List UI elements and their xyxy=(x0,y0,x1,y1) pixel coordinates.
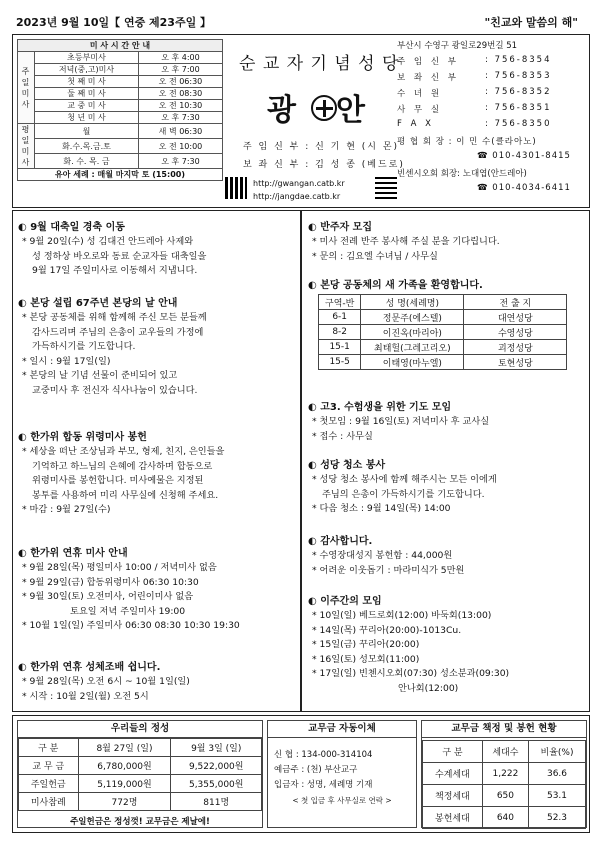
table-cell: 이진옥(마리아) xyxy=(361,325,464,340)
phone-label: 사 무 실 xyxy=(397,105,443,115)
parish-name: 순 교 자 기 념 성 당 xyxy=(239,54,400,74)
table-header: 성 명(세례명) xyxy=(361,295,464,310)
weekday-mass-label: 평 일 미 사 xyxy=(18,124,35,169)
mass-name: 화. 수. 목. 금 xyxy=(35,154,139,169)
notice-line: * 본당의 날 기념 선물이 준비되어 있고 xyxy=(22,370,178,381)
table-row xyxy=(319,340,567,355)
phone-row xyxy=(393,71,588,87)
table-cell: 53.1 xyxy=(528,785,585,807)
address-row xyxy=(393,39,588,55)
notice-title: ◐ 감사합니다. xyxy=(308,532,590,547)
mass-time: 새 벽 06:30 xyxy=(138,124,222,139)
council-president: 평 협 회 장 : 이 민 수(클라아노) xyxy=(397,137,537,147)
notice-line: * 10일(일) 베드로회(12:00) 바둑회(13:00) xyxy=(312,610,492,621)
notice-line: 교중미사 후 전신자 식사나눔이 있습니다. xyxy=(32,384,198,396)
notice-line: 감사드리며 주님의 은총이 교우들의 가정에 xyxy=(32,326,204,338)
table-row xyxy=(19,775,262,793)
notice-line: * 첫모임 : 9월 16일(토) 저녁미사 후 교사실 xyxy=(312,416,490,427)
mass-name: 화.수.목.금.토 xyxy=(35,139,139,154)
vincent-president: 빈센시오회 회장: 노대엽(안드레아) xyxy=(397,169,527,179)
qr-code-icon xyxy=(225,177,247,199)
table-cell: 6-1 xyxy=(319,310,361,325)
table-row xyxy=(423,763,586,785)
phone-label: 주 임 신 부 xyxy=(397,57,459,67)
auto-transfer-title: 교무금 자동이체 xyxy=(268,721,416,738)
contribution-stats-box xyxy=(421,720,587,828)
notice-line: * 어려운 이웃돕기 : 마라미식가 5만원 xyxy=(312,564,465,576)
table-cell: 책정세대 xyxy=(423,785,483,807)
parish-center xyxy=(225,35,405,207)
table-cell: 주일헌금 xyxy=(19,775,79,793)
notice-line: * 문의 : 김요엘 수녀님 / 사무실 xyxy=(312,250,438,262)
offering-title: 우리들의 정성 xyxy=(18,721,262,738)
table-row xyxy=(423,807,586,829)
notice-title: ◐ 고3. 수험생을 위한 기도 모임 xyxy=(308,398,590,413)
offering-box xyxy=(17,720,263,828)
table-cell: 640 xyxy=(482,807,528,829)
pastor: 주 임 신 부 : 신 기 현 (시 몬) xyxy=(243,142,400,152)
assistant-pastor: 보 좌 신 부 : 김 성 종 (베드로) xyxy=(243,160,405,170)
notice-line: * 일시 : 9월 17일(일) xyxy=(22,355,111,367)
notice-title: ◐ 성당 청소 봉사 xyxy=(308,456,590,471)
table-cell: 9,522,000원 xyxy=(171,757,262,775)
table-cell: 수영성당 xyxy=(464,325,567,340)
table-header: 비율(%) xyxy=(528,741,585,763)
mass-name: 저녁(중,고)미사 xyxy=(35,64,139,76)
motto: "친교와 말씀의 해" xyxy=(484,16,578,29)
address: 부산시 수영구 광일로29번길 51 xyxy=(397,41,518,51)
phone-row xyxy=(393,55,588,71)
table-row xyxy=(319,310,567,325)
notice-organist xyxy=(308,218,590,264)
table-cell: 5,119,000원 xyxy=(78,775,171,793)
phone-value: : 756-8354 xyxy=(485,55,552,65)
notice-line: * 9월 29일(금) 합동위령미사 06:30 10:30 xyxy=(22,576,199,588)
notice-memorial-mass xyxy=(18,428,300,518)
notice-line: * 세상을 떠난 조상님과 부모, 형제, 친지, 은인들을 xyxy=(22,446,225,457)
table-row xyxy=(19,793,262,811)
mass-time: 오 후 7:30 xyxy=(138,112,222,124)
phone-value: : 756-8352 xyxy=(485,87,552,97)
table-row xyxy=(319,325,567,340)
right-column xyxy=(302,210,590,710)
mass-time: 오 후 7:00 xyxy=(138,64,222,76)
table-cell: 6,780,000원 xyxy=(78,757,171,775)
table-header: 8월 27일 (일) xyxy=(78,739,171,757)
top-line xyxy=(12,12,590,30)
notice-line: * 15일(금) 꾸리아(20:00) xyxy=(312,639,420,650)
table-cell: 토현성당 xyxy=(464,355,567,370)
notice-thanks xyxy=(308,532,590,578)
notice-line: * 수영장대성지 봉헌함 : 44,000원 xyxy=(312,550,453,561)
notice-line: 주님의 은총이 가득하시기를 기도합니다. xyxy=(322,488,485,500)
mass-time: 오 후 7:30 xyxy=(138,154,222,169)
new-family-table xyxy=(318,294,567,370)
phone-label: 보 좌 신 부 xyxy=(397,73,459,83)
table-cell: 괴정성당 xyxy=(464,340,567,355)
offering-table xyxy=(18,738,262,811)
mass-name: 월 xyxy=(35,124,139,139)
notice-line: * 16일(토) 성모회(11:00) xyxy=(312,653,420,665)
contact-info xyxy=(393,39,588,199)
notice-line: 성 정하상 바오로와 동료 순교자들 대축일을 xyxy=(32,250,207,262)
mass-name: 둘 째 미 사 xyxy=(35,88,139,100)
table-cell: 5,355,000원 xyxy=(171,775,262,793)
stats-table xyxy=(422,740,586,829)
table-header: 구역-반 xyxy=(319,295,361,310)
table-cell: 15-1 xyxy=(319,340,361,355)
contact-note: < 첫 입금 후 사무실로 연락 > xyxy=(292,796,392,805)
notice-line: * 9월 28일(목) 오전 6시 ~ 10월 1일(일) xyxy=(22,676,190,687)
notice-line: 가득하시기를 기도합니다. xyxy=(32,341,136,352)
mass-name: 청 년 미 사 xyxy=(35,112,139,124)
notice-line: 안나회(12:00) xyxy=(398,682,459,694)
phone-value: : 756-8353 xyxy=(485,71,552,81)
phone-row xyxy=(393,119,588,135)
table-cell: 650 xyxy=(482,785,528,807)
table-header: 세대수 xyxy=(482,741,528,763)
vincent-row xyxy=(393,167,588,183)
mass-time: 오 후 4:00 xyxy=(138,52,222,64)
table-header: 전 출 지 xyxy=(464,295,567,310)
table-cell: 미사참례 xyxy=(19,793,79,811)
table-cell: 정문주(에스텔) xyxy=(361,310,464,325)
table-cell: 최태헐(그레고리오) xyxy=(361,340,464,355)
table-row xyxy=(319,355,567,370)
mass-time: 오 전 10:00 xyxy=(138,139,222,154)
title-right: 안 xyxy=(335,93,371,128)
mass-time: 오 전 06:30 xyxy=(138,76,222,88)
mass-time: 오 전 10:30 xyxy=(138,100,222,112)
table-cell: 811명 xyxy=(171,793,262,811)
notice-parish-day xyxy=(18,294,300,398)
notice-line: 봉투를 사용하여 미리 사무실에 신청해 주세요. xyxy=(32,489,219,501)
notice-adoration xyxy=(18,658,300,704)
website-link[interactable]: http://gwangan.catb.kr xyxy=(253,179,345,188)
table-cell: 36.6 xyxy=(528,763,585,785)
notice-line: 기억하고 하느님의 은혜에 감사하며 합동으로 xyxy=(32,460,213,472)
phone-label: 수 녀 원 xyxy=(397,89,443,99)
table-header: 구 분 xyxy=(19,739,79,757)
table-row xyxy=(423,785,586,807)
notice-line: 위령미사를 봉헌합니다. 미사예물은 지정된 xyxy=(32,475,204,486)
offering-caption: 주일헌금은 정성껏! 교무금은 제날에! xyxy=(70,817,210,827)
notice-line: 토요일 저녁 주일미사 19:00 xyxy=(70,605,186,617)
mass-time: 오 전 08:30 xyxy=(138,88,222,100)
notice-line: * 9월 20일(수) 성 김대건 안드레아 사제와 xyxy=(22,236,194,247)
table-cell: 1,222 xyxy=(482,763,528,785)
table-cell: 교 무 금 xyxy=(19,757,79,775)
notice-cleaning xyxy=(308,456,590,517)
vincent-phone: ☎ 010-4034-6411 xyxy=(477,183,571,193)
sunday-mass-label: 주 일 미 사 xyxy=(18,52,35,124)
table-cell: 봉헌세대 xyxy=(423,807,483,829)
council-row xyxy=(393,135,588,151)
notice-line: * 9월 30일(토) 오전미사, 어린이미사 없음 xyxy=(22,591,194,602)
table-cell: 이태영(마누엘) xyxy=(361,355,464,370)
mass-name: 첫 째 미 사 xyxy=(35,76,139,88)
stats-title: 교무금 책정 및 봉헌 현황 xyxy=(422,721,586,738)
notice-line: * 본당 공동체를 위해 함께해 주신 모든 분들께 xyxy=(22,312,207,323)
phone-row xyxy=(393,87,588,103)
table-cell: 52.3 xyxy=(528,807,585,829)
notice-exam-prayer xyxy=(308,398,590,444)
notice-line: * 9월 28일(목) 평일미사 10:00 / 저녁미사 없음 xyxy=(22,562,217,573)
phone-row xyxy=(393,103,588,119)
auto-transfer-box xyxy=(267,720,417,828)
notice-new-families xyxy=(308,276,590,370)
phone-value: : 756-8350 xyxy=(485,119,552,129)
notice-title: ◐ 본당 설립 67주년 본당의 날 안내 xyxy=(18,294,300,309)
notice-line: * 17일(일) 빈첸시오회(07:30) 성소분과(09:30) xyxy=(312,668,510,679)
bank-account: 신 협 : 134-000-314104 xyxy=(274,750,373,760)
mass-schedule-table xyxy=(17,39,223,181)
table-header: 구 분 xyxy=(423,741,483,763)
notice-title: ◐ 9월 대축일 경축 이동 xyxy=(18,218,300,233)
infant-baptism: 유아 세례 : 매월 마지막 토 (15:00) xyxy=(18,169,223,181)
phone-value: : 756-8351 xyxy=(485,103,552,113)
table-header: 9월 3일 (일) xyxy=(171,739,262,757)
parish-emblem-icon xyxy=(311,95,337,121)
table-cell: 수계세대 xyxy=(423,763,483,785)
header-box xyxy=(12,34,590,208)
footer-box xyxy=(12,715,590,833)
notice-title: ◐ 이주간의 모임 xyxy=(308,592,590,607)
notice-meetings xyxy=(308,592,590,696)
notice-line: * 10월 1일(일) 주일미사 06:30 08:30 10:30 19:30 xyxy=(22,620,240,631)
mass-name: 초등부미사 xyxy=(35,52,139,64)
notice-title: ◐ 반주자 모집 xyxy=(308,218,590,233)
mass-schedule-title: 미 사 시 간 안 내 xyxy=(18,40,223,52)
account-holder: 예금주 : (천) 부산교구 xyxy=(274,765,358,775)
notice-line: * 접수 : 사무실 xyxy=(312,430,373,442)
notice-line: * 14일(목) 꾸리아(20:00)-1013Cu. xyxy=(312,624,462,636)
notice-line: * 마감 : 9월 27일(수) xyxy=(22,504,111,515)
notice-line: * 시작 : 10월 2일(월) 오전 5시 xyxy=(22,690,149,702)
notice-feast-move xyxy=(18,218,300,279)
website-link[interactable]: http://jangdae.catb.kr xyxy=(253,192,341,201)
council-phone-row xyxy=(393,151,588,167)
table-row xyxy=(19,757,262,775)
notice-line: 9월 17일 주일미사로 이동해서 지냅니다. xyxy=(32,265,198,276)
phone-label: F A X xyxy=(397,119,434,129)
depositor-note: 입금자 : 성명, 세례명 기재 xyxy=(274,780,373,790)
notice-title: ◐ 한가위 합동 위령미사 봉헌 xyxy=(18,428,300,443)
left-column xyxy=(12,210,300,710)
notice-line: * 다음 청소 : 9월 14일(목) 14:00 xyxy=(312,503,451,514)
notice-line: * 성당 청소 봉사에 함께 해주시는 모든 이에게 xyxy=(312,474,497,485)
notice-title: ◐ 본당 공동체의 새 가족을 환영합니다. xyxy=(308,276,590,291)
issue-date: 2023년 9월 10일【 연중 제23주일 】 xyxy=(16,16,212,29)
notice-holiday-mass xyxy=(18,544,300,634)
notice-line: * 미사 전례 반주 봉사해 주실 분을 기다립니다. xyxy=(312,236,500,247)
notice-title: ◐ 한가위 연휴 성체조배 쉽니다. xyxy=(18,658,300,673)
council-phone: ☎ 010-4301-8415 xyxy=(477,151,571,161)
table-cell: 772명 xyxy=(78,793,171,811)
vincent-phone-row xyxy=(393,183,588,199)
table-cell: 15-5 xyxy=(319,355,361,370)
table-cell: 8-2 xyxy=(319,325,361,340)
table-cell: 대연성당 xyxy=(464,310,567,325)
mass-name: 교 중 미 사 xyxy=(35,100,139,112)
title-left: 광 xyxy=(267,93,302,128)
notice-title: ◐ 한가위 연휴 미사 안내 xyxy=(18,544,300,559)
